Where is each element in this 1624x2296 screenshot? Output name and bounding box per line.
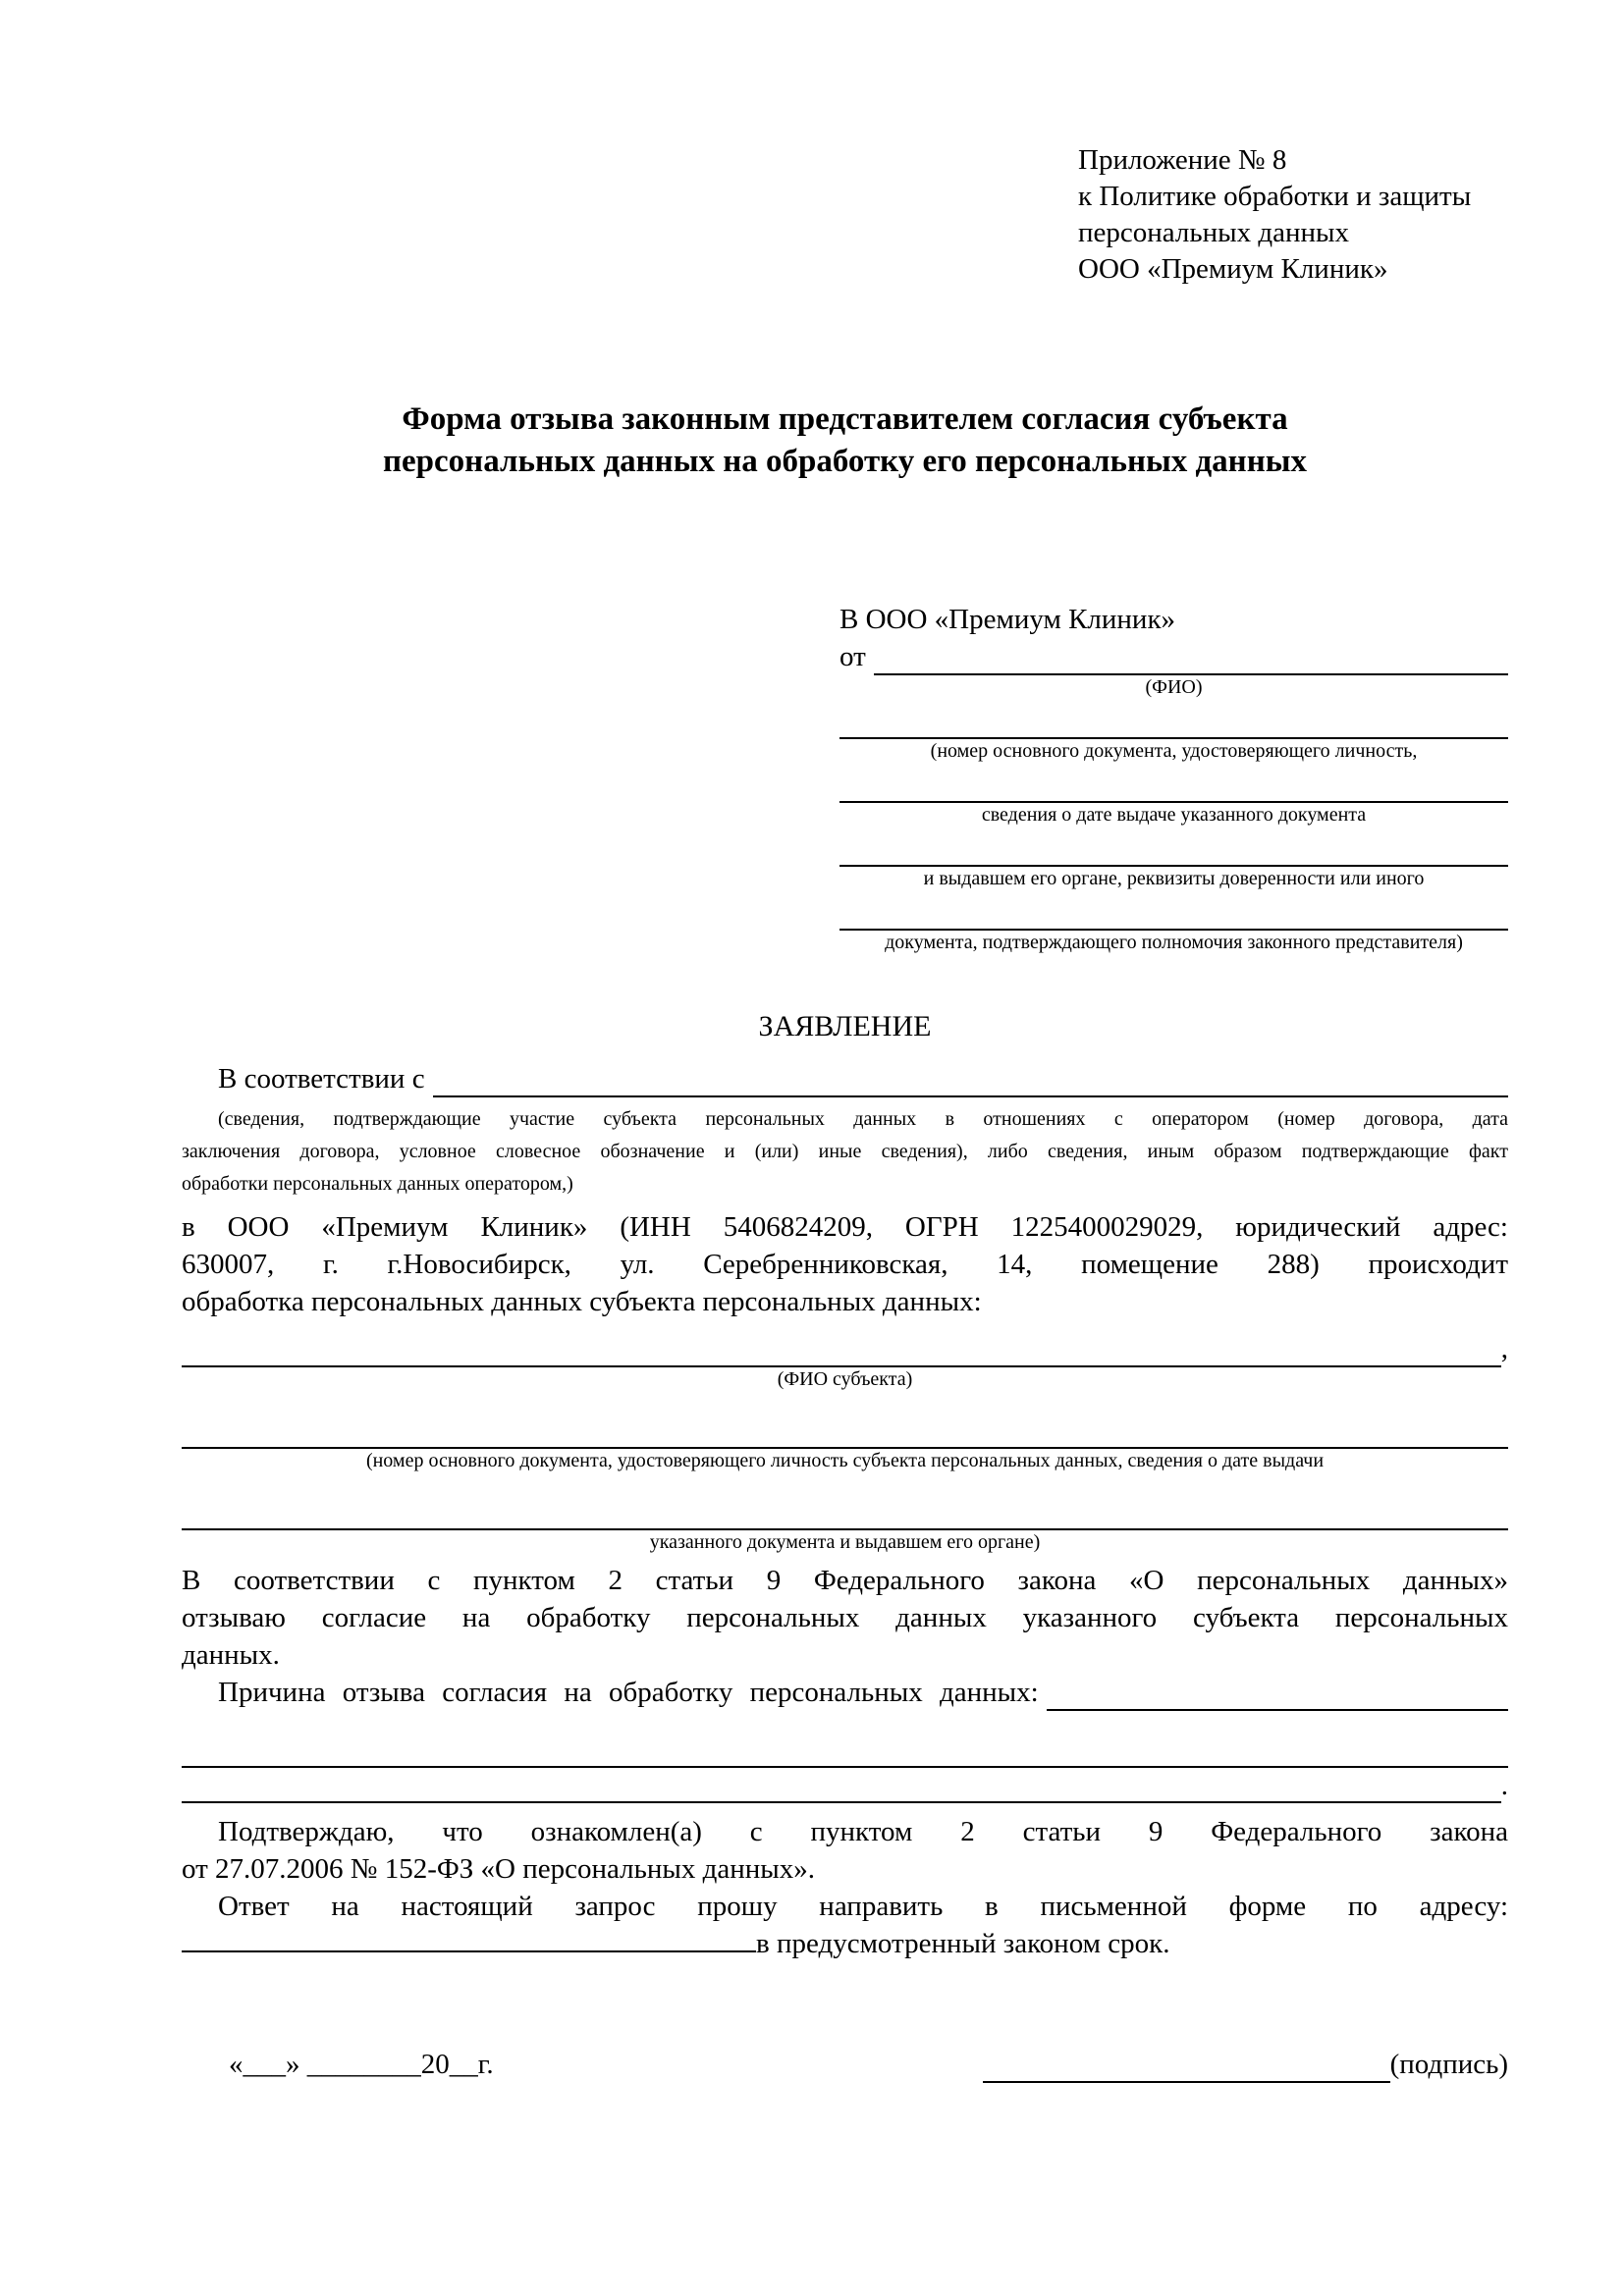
addressee-to: В ООО «Премиум Клиник» xyxy=(839,604,1176,635)
field-group xyxy=(839,828,1508,890)
subject-fio-caption: (ФИО субъекта) xyxy=(777,1368,913,1390)
date-line: «___» ________20__г. xyxy=(229,2049,494,2080)
operator-paragraph-line: обработка персональных данных субъекта персональных данных: xyxy=(182,1286,982,1317)
confirm-paragraph-line: от 27.07.2006 № 152-ФЗ «О персональных данных». xyxy=(182,1853,816,1885)
intro-caption-line: обработки персональных данных оператором,) xyxy=(182,1173,573,1195)
intro-label: В соответствии с xyxy=(218,1063,425,1095)
from-row xyxy=(839,638,1508,675)
intro-fill-line xyxy=(433,1060,1508,1097)
intro-caption-line: (сведения, подтверждающие участие субъекта персональных данных в отношениях с оператором (номер договора, дата xyxy=(218,1108,1508,1130)
operator-paragraph-line: 630007, г. г.Новосибирск, ул. Серебренниковская, 14, помещение 288) происходит xyxy=(182,1249,1508,1280)
field-caption: и выдавшем его органе, реквизиты доверенности или иного xyxy=(923,868,1425,889)
corner-line: Приложение № 8 xyxy=(1078,144,1287,176)
subject-doc-issuer-fill-line xyxy=(182,1492,1508,1530)
comma-suffix: , xyxy=(1500,1333,1508,1364)
subject-doc-caption: (номер основного документа, удостоверяющего личность субъекта персональных данных, сведения о дате выдачи xyxy=(365,1450,1325,1471)
corner-block xyxy=(1078,142,1508,288)
signature-caption: (подпись) xyxy=(1389,2049,1508,2080)
representative-fio-fill-line xyxy=(874,638,1508,675)
doc-issue-date-fill-line xyxy=(839,765,1508,803)
intro-caption xyxy=(182,1103,1508,1201)
reason-blank-fill-line xyxy=(182,1711,1508,1768)
operator-paragraph-line: в ООО «Премиум Клиник» (ИНН 5406824209, ОГРН 1225400029029, юридический адрес: xyxy=(182,1211,1508,1243)
withdraw-paragraph-line: отзываю согласие на обработку персональных данных указанного субъекта персональных xyxy=(182,1602,1508,1633)
field-group xyxy=(839,701,1508,763)
subject-doc-caption: указанного документа и выдавшем его органе) xyxy=(649,1531,1041,1553)
authority-doc-fill-line xyxy=(839,892,1508,931)
subject-doc-group xyxy=(182,1492,1508,1554)
signature-fill-line xyxy=(983,2081,1390,2083)
reason-label: Причина отзыва согласия на обработку персональных данных: xyxy=(218,1677,1039,1708)
reply-paragraph-line: Ответ на настоящий запрос прошу направить в письменной форме по адресу: xyxy=(218,1891,1508,1922)
corner-line: ООО «Премиум Клиник» xyxy=(1078,253,1388,285)
field-caption: (номер основного документа, удостоверяющего личность, xyxy=(930,740,1418,762)
subject-doc-fill-line xyxy=(182,1411,1508,1449)
statement-heading: ЗАЯВЛЕНИЕ xyxy=(758,1010,932,1042)
footer-row xyxy=(182,2046,1508,2083)
corner-line: персональных данных xyxy=(1078,217,1350,248)
field-group xyxy=(839,892,1508,954)
subject-fio-fill-line xyxy=(182,1330,1501,1367)
withdraw-paragraph xyxy=(182,1562,1508,1674)
reason-blank-fill-line xyxy=(182,1768,1501,1803)
intro-caption-line: заключения договора, условное словесное обозначение и (или) иные сведения), либо сведения, иным образом подтверждающие факт xyxy=(182,1141,1508,1162)
reply-tail: в предусмотренный законом срок. xyxy=(756,1928,1170,1959)
reply-address-row xyxy=(182,1925,1508,1962)
reason-row xyxy=(182,1674,1508,1711)
withdraw-paragraph-line: данных. xyxy=(182,1639,280,1671)
addressee-block xyxy=(839,601,1508,954)
field-group xyxy=(839,765,1508,827)
subject-doc-group xyxy=(182,1411,1508,1472)
signature-block xyxy=(983,2046,1508,2083)
subject-fio-row xyxy=(182,1330,1508,1367)
intro-row xyxy=(182,1060,1508,1097)
reason-blank-row xyxy=(182,1768,1508,1803)
doc-number-fill-line xyxy=(839,701,1508,739)
field-caption: документа, подтверждающего полномочия законного представителя) xyxy=(885,932,1463,953)
reason-fill-line xyxy=(1047,1674,1508,1711)
operator-paragraph xyxy=(182,1208,1508,1320)
withdraw-paragraph-line: В соответствии с пунктом 2 статьи 9 Федерального закона «О персональных данных» xyxy=(182,1565,1508,1596)
confirm-paragraph-line: Подтверждаю, что ознакомлен(а) с пунктом 2 статьи 9 Федерального закона xyxy=(218,1816,1508,1847)
reply-address-fill-line xyxy=(182,1950,756,1952)
confirm-paragraph xyxy=(182,1813,1508,1888)
corner-line: к Политике обработки и защиты xyxy=(1078,181,1472,212)
period-suffix: . xyxy=(1500,1770,1508,1801)
doc-issuer-fill-line xyxy=(839,828,1508,867)
field-caption: сведения о дате выдаче указанного документа xyxy=(981,804,1367,826)
fio-caption: (ФИО) xyxy=(1145,676,1203,698)
document-title: Форма отзыва законным представителем согласия субъекта персональных данных на обработку его персональных данных xyxy=(383,401,1307,479)
from-label: от xyxy=(839,641,866,672)
